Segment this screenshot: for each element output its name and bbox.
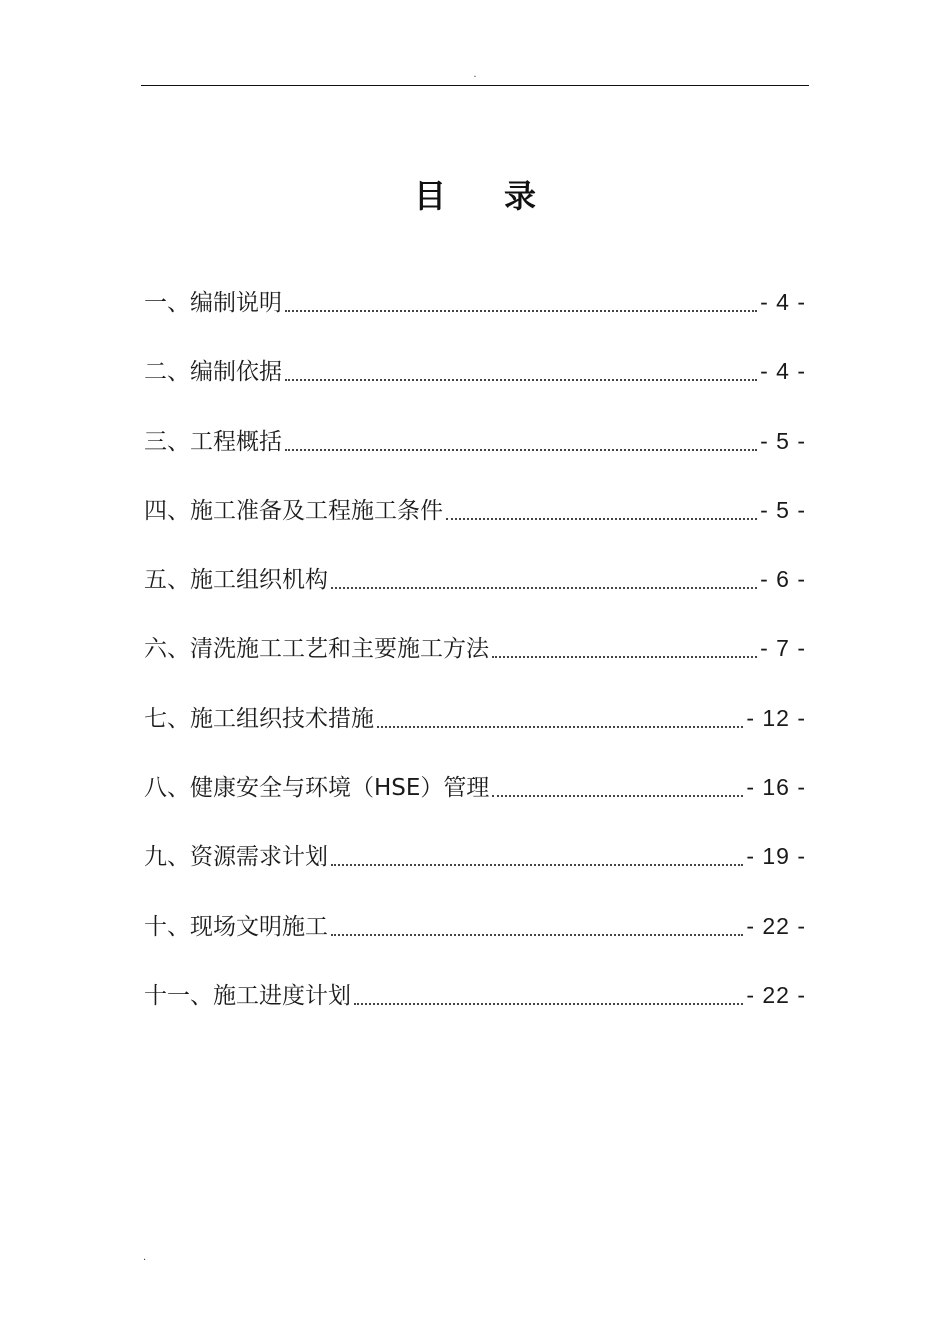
- toc-entry-title[interactable]: 九、资源需求计划: [144, 844, 328, 871]
- toc-page-number[interactable]: - 22 -: [746, 912, 806, 939]
- toc-entry-title[interactable]: 十、现场文明施工: [144, 913, 328, 940]
- toc-page-number[interactable]: - 4 -: [760, 289, 806, 315]
- toc-entry-title[interactable]: 八、健康安全与环境（HSE）管理: [144, 775, 490, 802]
- toc-entry-3[interactable]: [144, 415, 806, 484]
- toc-page-number[interactable]: - 5 -: [760, 496, 806, 523]
- toc-dot-leader: [285, 290, 757, 312]
- toc-dot-leader: [377, 706, 743, 728]
- toc-entry-title[interactable]: 十一、施工进度计划: [144, 982, 351, 1009]
- toc-page-number[interactable]: - 7 -: [760, 635, 806, 662]
- title-char-2: 录: [504, 177, 537, 215]
- toc-page-number[interactable]: - 12 -: [746, 704, 806, 731]
- toc-entry-9[interactable]: [144, 830, 806, 899]
- toc-entry-title[interactable]: 七、施工组织技术措施: [144, 705, 374, 732]
- toc-dot-leader: [285, 429, 757, 451]
- title-char-1: 目: [413, 177, 446, 215]
- toc-dot-leader: [285, 359, 757, 381]
- toc-entry-4[interactable]: [144, 484, 806, 553]
- toc-entry-8[interactable]: [144, 761, 806, 830]
- toc-entry-title[interactable]: 四、施工准备及工程施工条件: [144, 497, 443, 524]
- toc-dot-leader: [492, 775, 743, 797]
- toc-dot-leader: [492, 636, 757, 658]
- toc-entry-title[interactable]: 五、施工组织机构: [144, 567, 328, 594]
- toc-page-number[interactable]: - 5 -: [760, 427, 806, 454]
- footer-mark: .: [143, 1252, 147, 1263]
- toc-entry-title[interactable]: 二、编制依据: [144, 359, 282, 386]
- toc-entry-title[interactable]: 一、编制说明: [144, 290, 282, 316]
- header-rule: [141, 85, 809, 86]
- header-mark: .: [473, 69, 477, 80]
- toc-entry-7[interactable]: [144, 692, 806, 761]
- toc-dot-leader: [331, 914, 743, 936]
- toc-entry-title[interactable]: 三、工程概括: [144, 428, 282, 455]
- toc-dot-leader: [331, 844, 743, 866]
- page-title: [0, 170, 950, 222]
- toc-dot-leader: [354, 983, 743, 1005]
- toc-entry-5[interactable]: [144, 553, 806, 622]
- toc-entry-6[interactable]: [144, 622, 806, 691]
- table-of-contents: [144, 276, 806, 1038]
- toc-dot-leader: [331, 567, 757, 589]
- toc-page-number[interactable]: - 4 -: [760, 358, 806, 385]
- toc-page-number[interactable]: - 22 -: [746, 981, 806, 1008]
- toc-entry-10[interactable]: [144, 900, 806, 969]
- toc-entry-1[interactable]: [144, 276, 806, 345]
- toc-page-number[interactable]: - 16 -: [746, 774, 806, 801]
- toc-page-number[interactable]: - 6 -: [760, 566, 806, 593]
- toc-entry-title[interactable]: 六、清洗施工工艺和主要施工方法: [144, 636, 489, 663]
- toc-page-number[interactable]: - 19 -: [746, 843, 806, 870]
- toc-entry-11[interactable]: [144, 969, 806, 1038]
- toc-dot-leader: [446, 498, 757, 520]
- toc-entry-2[interactable]: [144, 345, 806, 414]
